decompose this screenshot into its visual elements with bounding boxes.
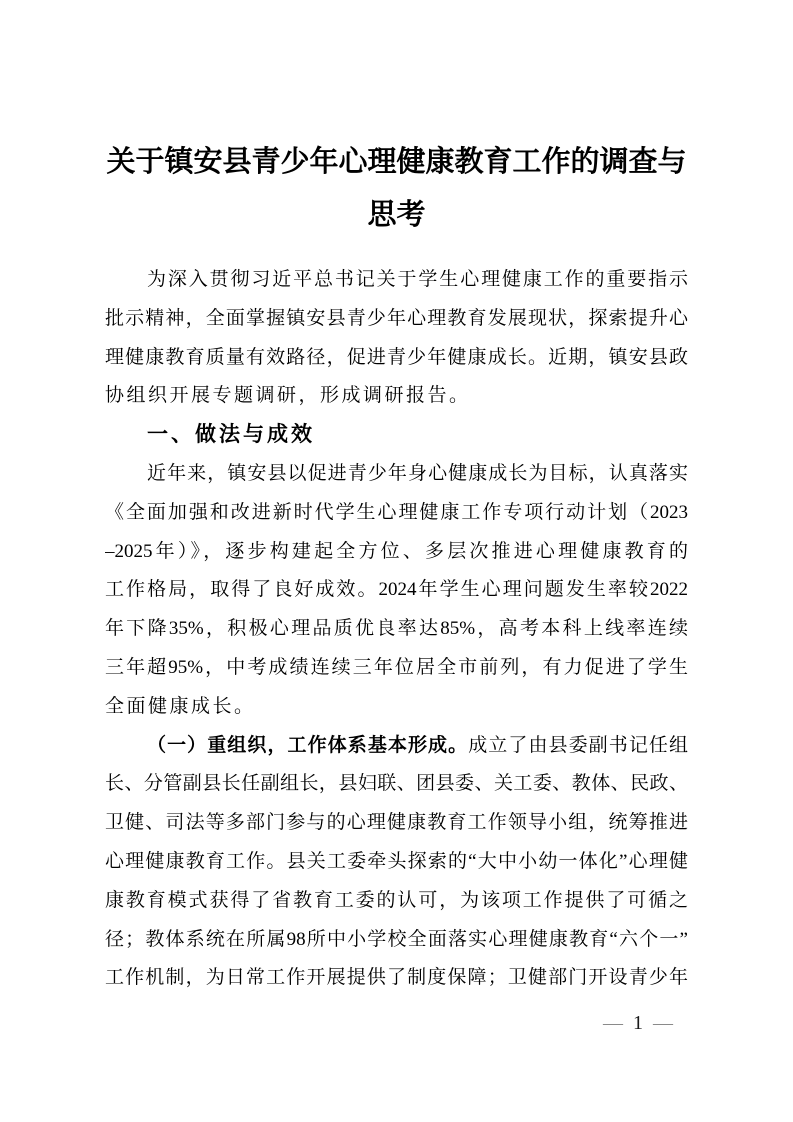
text-segment: 径；教体系统在所属98所中小学校全面落实心理健康教育“六个一”: [105, 928, 688, 950]
body-line: [105, 455, 688, 494]
body-line: [105, 533, 688, 572]
text-segment: –2025年）》，逐步构建起全方位、多层次推进心理健康教育的: [105, 540, 688, 562]
text-segment: 年下降35%，积极心理品质优良率达85%，高考本科上线率连续: [105, 618, 688, 640]
page-number-dash-right: —: [653, 1012, 673, 1034]
text-segment: 近年来，镇安县以促进青少年身心健康成长为目标，认真落实: [147, 462, 688, 484]
body-line: [105, 727, 688, 766]
body-line: [105, 261, 688, 300]
document-title-line-2: 思考: [367, 199, 426, 231]
page-number-dash-left: —: [603, 1012, 623, 1034]
text-segment: 协组织开展专题调研，形成调研报告。: [105, 385, 471, 407]
body-line: [105, 571, 688, 610]
body-line: [105, 959, 688, 998]
page-number-value: 1: [633, 1012, 643, 1034]
text-segment: 理健康教育质量有效路径，促进青少年健康成长。近期，镇安县政: [105, 346, 688, 368]
body-line: [105, 921, 688, 960]
text-segment: 康教育模式获得了省教育工委的认可，为该项工作提供了可循之: [105, 889, 688, 911]
page-number: [105, 1008, 688, 1038]
text-segment: 心理健康教育工作。县关工委牵头探索的“大中小幼一体化”心理健: [105, 850, 688, 872]
text-segment: 长、分管副县长任副组长，县妇联、团县委、关工委、教体、民政、: [105, 773, 688, 795]
document-title: [105, 136, 688, 242]
document-body: [105, 261, 688, 998]
text-segment: 全面健康成长。: [105, 695, 256, 717]
body-line: [105, 804, 688, 843]
body-line: [105, 494, 688, 533]
text-segment: 《全面加强和改进新时代学生心理健康工作专项行动计划（2023: [105, 501, 688, 523]
text-segment: 工作机制，为日常工作开展提供了制度保障；卫健部门开设青少年: [105, 967, 688, 989]
body-line: [105, 300, 688, 339]
document-title-line-1: 关于镇安县青少年心理健康教育工作的调查与: [106, 146, 687, 178]
text-segment: 工作格局，取得了良好成效。2024年学生心理问题发生率较2022: [105, 579, 688, 601]
text-segment: 批示精神，全面掌握镇安县青少年心理教育发展现状，探索提升心: [105, 307, 688, 329]
bold-text-segment: 一、做法与成效: [147, 423, 315, 447]
text-segment: 成立了由县委副书记任组: [468, 734, 688, 756]
text-segment: 卫健、司法等多部门参与的心理健康教育工作领导小组，统筹推进: [105, 812, 688, 834]
section-heading: [105, 416, 688, 455]
body-line: [105, 688, 688, 727]
body-line: [105, 377, 688, 416]
body-line: [105, 843, 688, 882]
body-line: [105, 765, 688, 804]
text-segment: 三年超95%，中考成绩连续三年位居全市前列，有力促进了学生: [105, 656, 688, 678]
body-line: [105, 610, 688, 649]
body-line: [105, 339, 688, 378]
body-line: [105, 882, 688, 921]
text-segment: 为深入贯彻习近平总书记关于学生心理健康工作的重要指示: [147, 269, 688, 290]
bold-text-segment: （一）重组织，工作体系基本形成。: [147, 734, 469, 756]
body-line: [105, 649, 688, 688]
